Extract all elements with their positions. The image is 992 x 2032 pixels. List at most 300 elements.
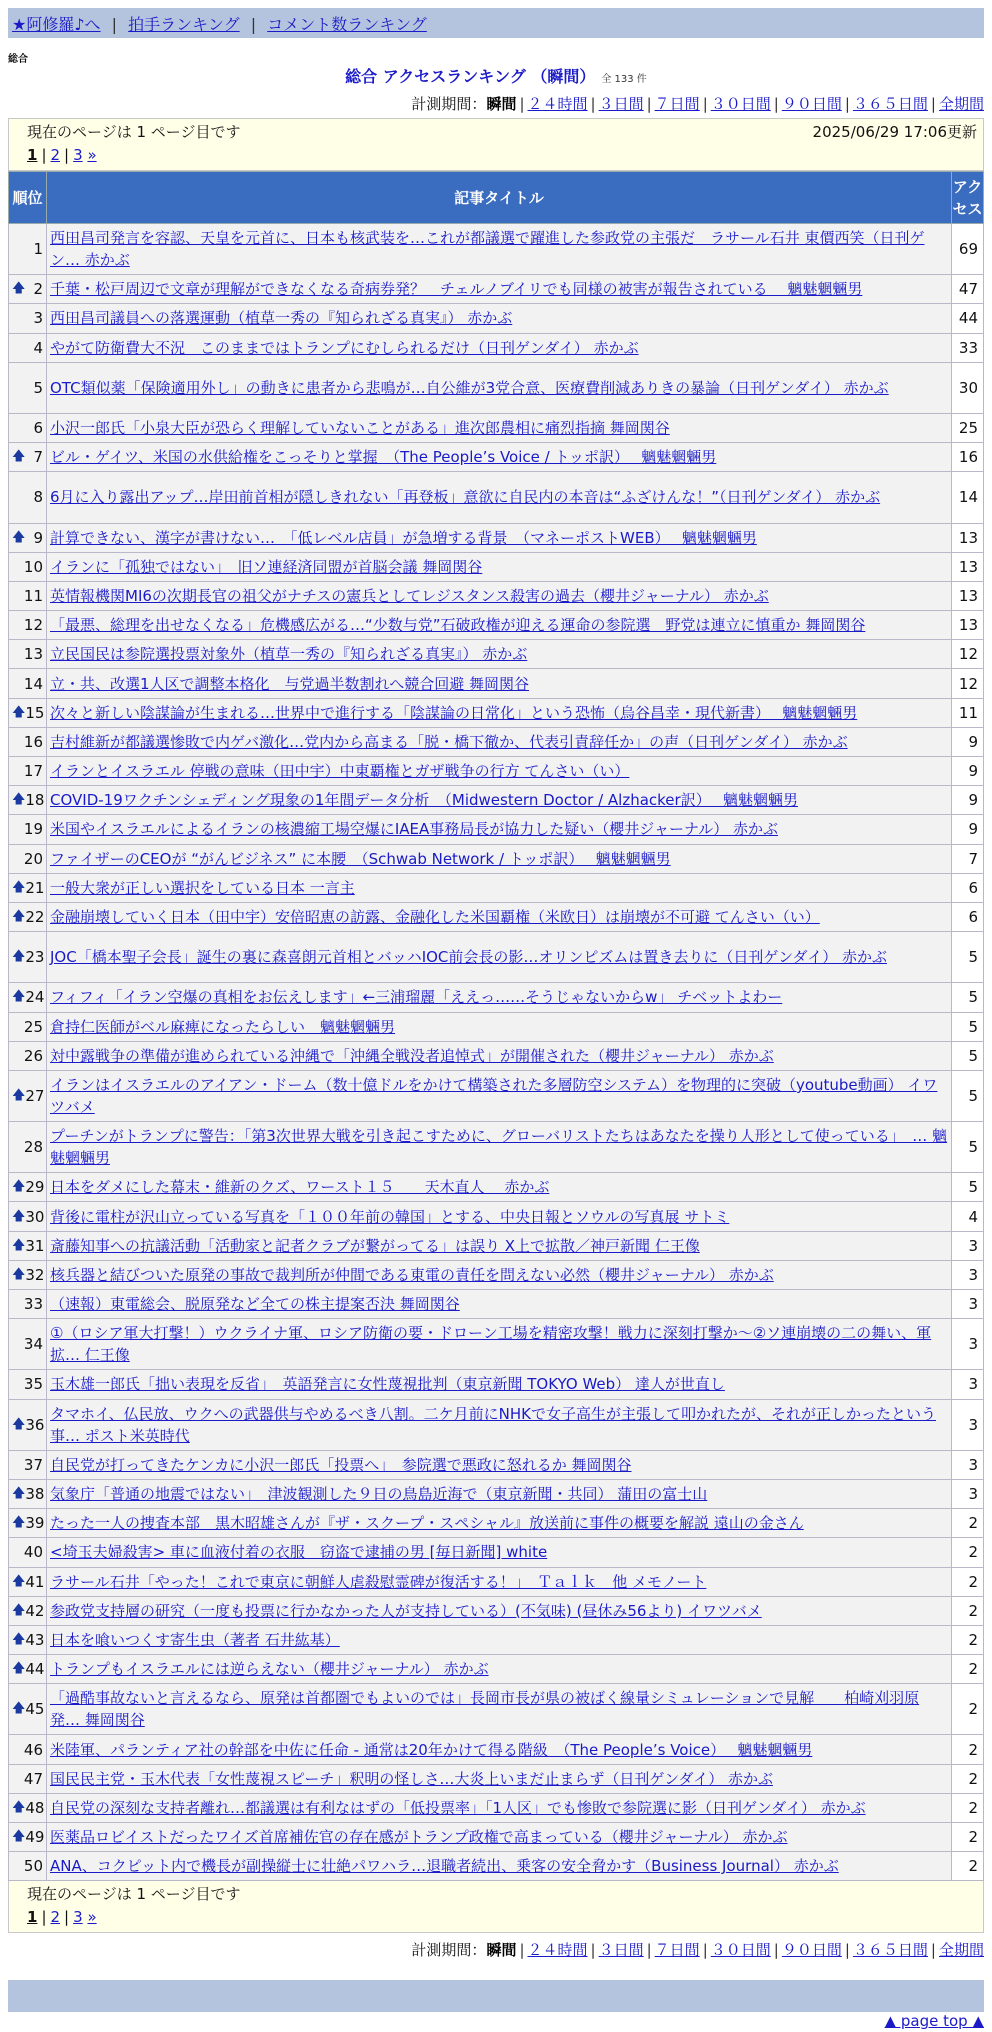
next-page-link[interactable]: » xyxy=(87,1908,97,1927)
rank-number: 4 xyxy=(33,338,43,357)
rank-up-icon: 🡅 xyxy=(12,704,26,720)
rank-cell xyxy=(9,362,47,413)
title-cell xyxy=(47,1122,952,1173)
rank-number: 42 xyxy=(25,1601,45,1620)
rank-cell xyxy=(9,1370,47,1399)
access-count: 3 xyxy=(952,1260,984,1289)
rank-number: 7 xyxy=(33,448,43,467)
table-row xyxy=(9,275,984,304)
total-count: 全 133 件 xyxy=(601,74,647,85)
rank-cell xyxy=(9,224,47,275)
rank-number: 43 xyxy=(25,1630,45,1649)
period-option-link[interactable]: ９０日間 xyxy=(781,1941,842,1960)
article-link[interactable]: 「最悪、総理を出せなくなる」危機感広がる…“少数与党”石破政権が迎える運命の参院選 野党は連立に慎重か 舞岡関谷 xyxy=(50,616,866,635)
article-link[interactable]: 日本をダメにした幕末・維新のクズ、ワースト１５ 天木直人 赤かぶ xyxy=(50,1178,550,1197)
rank-cell xyxy=(9,413,47,442)
rank-up-icon: 🡅 xyxy=(12,529,26,545)
article-link[interactable]: 玉木雄一郎氏「拙い表現を反省」 英語発言に女性蔑視批判（東京新聞 TOKYO Web） 達人が世直し xyxy=(50,1375,725,1394)
rank-number: 49 xyxy=(25,1828,45,1847)
rank-cell xyxy=(9,1793,47,1822)
col-access-header: アクセス xyxy=(952,172,984,224)
rank-cell xyxy=(9,757,47,786)
rank-number: 34 xyxy=(23,1335,43,1354)
article-link[interactable]: 「過酷事故ないと言えるなら、原発は首都圏でもよいのでは」長岡市長が県の被ばく線量シミュレーションで見解 柏崎刈羽原発… 舞岡関谷 xyxy=(50,1689,920,1730)
rank-cell xyxy=(9,1173,47,1202)
table-row xyxy=(9,1823,984,1852)
title-cell xyxy=(47,275,952,304)
article-link[interactable]: イランに「孤独ではない」 旧ソ連経済同盟が首脳会議 舞岡関谷 xyxy=(50,557,483,576)
rank-up-icon: 🡅 xyxy=(12,792,26,808)
title-cell xyxy=(47,786,952,815)
article-link[interactable]: COVID-19ワクチンシェディング現象の1年間データ分析 （Midwestern Doctor / Alzhacker訳） 魑魅魍魎男 xyxy=(50,791,798,810)
access-count: 47 xyxy=(952,275,984,304)
access-count: 69 xyxy=(952,224,984,275)
table-row xyxy=(9,1012,984,1041)
title-cell xyxy=(47,552,952,581)
rank-up-icon: 🡅 xyxy=(12,879,26,895)
period-option-link[interactable]: ３日間 xyxy=(598,1941,644,1960)
article-link[interactable]: 西田昌司発言を容認、天皇を元首に、日本も核武装を…これが都議選で躍進した参政党の主張だ ラサール石井 東價西笑（日刊ゲン… 赤かぶ xyxy=(50,229,925,270)
rank-cell xyxy=(9,786,47,815)
rank-number: 45 xyxy=(25,1700,45,1719)
title-cell xyxy=(47,1567,952,1596)
period-current: 瞬間 xyxy=(486,95,517,113)
access-count: 6 xyxy=(952,873,984,902)
title-cell xyxy=(47,1625,952,1654)
article-link[interactable]: たった一人の捜査本部 黒木昭雄さんが『ザ・スクープ・スペシャル』放送前に事件の概要を解説 遠山の金さん xyxy=(50,1514,804,1533)
article-link[interactable]: 千葉・松戸周辺で文章が理解ができなくなる奇病券発？ チェルノブイリでも同様の被害が報告されている 魑魅魍魎男 xyxy=(50,280,863,299)
table-row xyxy=(9,1735,984,1764)
access-count: 2 xyxy=(952,1735,984,1764)
access-count: 7 xyxy=(952,844,984,873)
table-row xyxy=(9,1231,984,1260)
rank-up-icon: 🡅 xyxy=(12,1701,26,1717)
ranking-body xyxy=(9,224,984,1881)
access-count: 13 xyxy=(952,611,984,640)
access-count: 33 xyxy=(952,333,984,362)
period-separator: | xyxy=(930,1941,936,1960)
rank-number: 17 xyxy=(23,762,43,781)
access-count: 2 xyxy=(952,1655,984,1684)
nav-separator: | xyxy=(111,15,118,34)
access-count: 2 xyxy=(952,1625,984,1654)
table-row xyxy=(9,1509,984,1538)
rank-number: 8 xyxy=(33,488,43,507)
table-row xyxy=(9,1684,984,1735)
col-rank-header: 順位 xyxy=(9,172,47,224)
access-count: 3 xyxy=(952,1370,984,1399)
access-count: 9 xyxy=(952,757,984,786)
access-count: 5 xyxy=(952,932,984,983)
title-cell xyxy=(47,844,952,873)
article-link[interactable]: 背後に電柱が沢山立っている写真を「１００年前の韓国」とする、中央日報とソウルの写真展 サトミ xyxy=(50,1207,730,1226)
rank-number: 6 xyxy=(33,419,43,438)
access-count: 5 xyxy=(952,1070,984,1121)
access-count: 5 xyxy=(952,1173,984,1202)
article-link[interactable]: 核兵器と結びついた原発の事故で裁判所が仲間である東電の責任を問えない必然（櫻井ジャーナル） 赤かぶ xyxy=(50,1265,774,1284)
article-link[interactable]: 参政党支持層の研究（一度も投票に行かなかった人が支持している）(不気味) (昼休み56より) イワツバメ xyxy=(50,1601,762,1620)
article-link[interactable]: ANA、コクピット内で機長が副操縦士に壮絶パワハラ…退職者続出、乗客の安全脅かす（Business Journal） 赤かぶ xyxy=(50,1857,839,1876)
rank-cell xyxy=(9,1852,47,1881)
rank-up-icon: 🡅 xyxy=(12,989,26,1005)
table-row xyxy=(9,983,984,1012)
period-separator: | xyxy=(590,1941,596,1960)
period-option-link[interactable]: ３０日間 xyxy=(710,1941,771,1960)
title-cell xyxy=(47,443,952,472)
table-row xyxy=(9,224,984,275)
rank-cell xyxy=(9,443,47,472)
home-link[interactable]: ★阿修羅♪へ xyxy=(12,15,101,34)
article-link[interactable]: 自民党の深刻な支持者離れ…都議選は有利なはずの「低投票率」「1人区」でも惨敗で参院選に影（日刊ゲンダイ） 赤かぶ xyxy=(50,1798,866,1817)
article-link[interactable]: 一般大衆が正しい選択をしている日本 一言主 xyxy=(50,878,355,897)
rank-number: 12 xyxy=(23,616,43,635)
access-count: 9 xyxy=(952,786,984,815)
access-count: 3 xyxy=(952,1399,984,1450)
access-count: 13 xyxy=(952,581,984,610)
rank-up-icon: 🡅 xyxy=(12,1799,26,1815)
title-cell xyxy=(47,1764,952,1793)
rank-number: 16 xyxy=(23,732,43,751)
rank-up-icon: 🡅 xyxy=(12,1486,26,1502)
rank-number: 2 xyxy=(33,280,43,299)
col-title-header: 記事タイトル xyxy=(47,172,952,224)
rank-number: 44 xyxy=(25,1660,45,1679)
article-link[interactable]: 斎藤知事への抗議活動「活動家と記者クラブが繋がってる」は誤り X上で拡散／神戸新聞 仁王像 xyxy=(50,1236,700,1255)
rank-cell xyxy=(9,1070,47,1121)
rank-number: 28 xyxy=(23,1138,43,1157)
period-separator: | xyxy=(844,1941,850,1960)
rank-cell xyxy=(9,640,47,669)
table-row xyxy=(9,1290,984,1319)
rank-cell xyxy=(9,727,47,756)
period-separator: | xyxy=(930,95,936,113)
rank-cell xyxy=(9,815,47,844)
article-link[interactable]: 立・共、改選1人区で調整本格化 与党過半数割れへ競合回避 舞岡関谷 xyxy=(50,674,530,693)
article-link[interactable]: フィフィ「イラン空爆の真相をお伝えします」←三浦瑠麗「ええっ……そうじゃないからw」 チベットよわー xyxy=(50,988,783,1007)
article-link[interactable]: ラサール石井「やった！これで東京に朝鮮人虐殺慰霊碑が復活する！」 Ｔａｌｋ 他 メモノート xyxy=(50,1572,707,1591)
period-separator: | xyxy=(519,1941,525,1960)
rank-number: 50 xyxy=(23,1857,43,1876)
period-option-link[interactable]: ３６５日間 xyxy=(852,95,928,113)
rank-number: 30 xyxy=(25,1207,45,1226)
page-status: 現在のページは 1 ページ目です xyxy=(27,1885,241,1904)
page-link[interactable]: 2 xyxy=(50,1908,61,1927)
period-option-link[interactable]: ２４時間 xyxy=(527,1941,588,1960)
table-row xyxy=(9,1370,984,1399)
access-count: 2 xyxy=(952,1684,984,1735)
title-cell xyxy=(47,983,952,1012)
period-separator: | xyxy=(773,95,779,113)
article-link[interactable]: やがて防衛費大不況 このままではトランプにむしられるだけ（日刊ゲンダイ） 赤かぶ xyxy=(50,338,639,357)
article-link[interactable]: イランとイスラエル 停戦の意味（田中宇）中東覇権とガザ戦争の行方 てんさい（い） xyxy=(50,762,630,781)
article-link[interactable]: 立民国民は参院選投票対象外（植草一秀の『知られざる真実』） 赤かぶ xyxy=(50,645,528,664)
rank-number: 3 xyxy=(33,309,43,328)
rank-cell xyxy=(9,873,47,902)
rank-up-icon: 🡅 xyxy=(12,1573,26,1589)
article-link[interactable]: トランプもイスラエルには逆らえない（櫻井ジャーナル） 赤かぶ xyxy=(50,1660,489,1679)
article-link[interactable]: イランはイスラエルのアイアン・ドーム（数十億ドルをかけて構築された多層防空システム）を物理的に突破（youtube動画） イワツバメ xyxy=(50,1075,938,1116)
rank-number: 36 xyxy=(25,1415,45,1434)
table-row xyxy=(9,757,984,786)
page-links xyxy=(27,1905,977,1929)
table-row xyxy=(9,581,984,610)
access-count: 2 xyxy=(952,1509,984,1538)
page-link[interactable]: 2 xyxy=(50,146,61,164)
top-nav-bar xyxy=(8,8,984,38)
article-link[interactable]: 気象庁「普通の地震ではない」 津波観測した９日の鳥島近海で（東京新聞・共同） 蒲田の富士山 xyxy=(50,1485,708,1504)
rank-up-icon: 🡅 xyxy=(12,1208,26,1224)
period-separator: | xyxy=(590,95,596,113)
applause-ranking-link[interactable]: 拍手ランキング xyxy=(128,15,240,34)
title-cell xyxy=(47,1231,952,1260)
category-label: 総合 xyxy=(8,54,28,65)
title-cell xyxy=(47,1509,952,1538)
article-link[interactable]: 6月に入り露出アップ…岸田前首相が隠しきれない「再登板」意欲に自民内の本音は“ふざけんな！”（日刊ゲンダイ） 赤かぶ xyxy=(50,488,881,507)
rank-cell xyxy=(9,523,47,552)
access-count: 13 xyxy=(952,552,984,581)
title-cell xyxy=(47,1290,952,1319)
rank-number: 21 xyxy=(25,878,45,897)
title-cell xyxy=(47,611,952,640)
article-link[interactable]: 米陸軍、パランティア社の幹部を中佐に任命 - 通常は20年かけて得る階級 （The People’s Voice） 魑魅魍魎男 xyxy=(50,1740,813,1759)
title-cell xyxy=(47,698,952,727)
article-link[interactable]: 小沢一郎氏「小泉大臣が恐らく理解していないことがある」進次郎農相に痛烈指摘 舞岡関谷 xyxy=(50,419,670,438)
period-option-link[interactable]: ７日間 xyxy=(654,95,700,113)
page-links xyxy=(27,143,977,167)
title-cell xyxy=(47,581,952,610)
access-count: 30 xyxy=(952,362,984,413)
rank-number: 10 xyxy=(23,557,43,576)
table-row xyxy=(9,873,984,902)
rank-cell xyxy=(9,552,47,581)
table-row xyxy=(9,472,984,523)
rank-up-icon: 🡅 xyxy=(12,909,26,925)
access-count: 3 xyxy=(952,1319,984,1370)
period-separator: | xyxy=(844,95,850,113)
period-option-link[interactable]: ９０日間 xyxy=(781,95,842,113)
table-row xyxy=(9,304,984,333)
table-row xyxy=(9,1070,984,1121)
rank-up-icon: 🡅 xyxy=(12,1416,26,1432)
article-link[interactable]: 吉村維新が都議選惨敗で内ゲバ激化…党内から高まる「脱・橋下徹か、代表引責辞任か」の声（日刊ゲンダイ） 赤かぶ xyxy=(50,732,848,751)
access-count: 2 xyxy=(952,1567,984,1596)
title-cell xyxy=(47,413,952,442)
rank-number: 29 xyxy=(25,1178,45,1197)
title-cell xyxy=(47,1450,952,1479)
access-count: 3 xyxy=(952,1450,984,1479)
access-count: 44 xyxy=(952,304,984,333)
table-row xyxy=(9,1479,984,1508)
period-option-link[interactable]: 全期間 xyxy=(938,95,984,113)
rank-up-icon: 🡅 xyxy=(12,449,26,465)
article-link[interactable]: （速報）東電総会、脱原発など全ての株主提案否決 舞岡関谷 xyxy=(50,1295,460,1314)
article-link[interactable]: 国民民主党・玉木代表「女性蔑視スピーチ」釈明の怪しさ…大炎上いまだ止まらず（日刊ゲンダイ） 赤かぶ xyxy=(50,1769,773,1788)
page-link[interactable]: 3 xyxy=(73,146,83,164)
title-cell xyxy=(47,304,952,333)
access-count: 11 xyxy=(952,698,984,727)
table-row xyxy=(9,640,984,669)
rank-number: 41 xyxy=(25,1572,45,1591)
period-option-link[interactable]: ７日間 xyxy=(654,1941,700,1960)
article-link[interactable]: 英情報機関MI6の次期長官の祖父がナチスの憲兵としてレジスタンス殺害の過去（櫻井ジャーナル） 赤かぶ xyxy=(50,586,769,605)
rank-number: 26 xyxy=(23,1046,43,1065)
rank-number: 27 xyxy=(25,1086,45,1105)
table-row xyxy=(9,1852,984,1881)
access-count: 12 xyxy=(952,640,984,669)
rank-number: 5 xyxy=(33,378,43,397)
article-link[interactable]: 西田昌司議員への落選運動（植草一秀の『知られざる真実』） 赤かぶ xyxy=(50,309,513,328)
article-link[interactable]: ①（ロシア軍大打撃！）ウクライナ軍、ロシア防衛の要・ドローン工場を精密攻撃！戦力に深刻打撃か～②ソ連崩壊の二の舞い、軍拡… 仁王像 xyxy=(50,1324,932,1365)
title-cell xyxy=(47,1793,952,1822)
rank-cell xyxy=(9,698,47,727)
rank-up-icon: 🡅 xyxy=(12,949,26,965)
article-link[interactable]: 日本を喰いつくす寄生虫（著者 石井紘基） xyxy=(50,1630,340,1649)
period-option-link[interactable]: ２４時間 xyxy=(527,95,588,113)
rank-number: 25 xyxy=(23,1017,43,1036)
rank-number: 9 xyxy=(33,528,43,547)
title-cell xyxy=(47,1735,952,1764)
rank-number: 31 xyxy=(25,1236,45,1255)
rank-cell xyxy=(9,1319,47,1370)
title-cell xyxy=(47,1260,952,1289)
article-link[interactable]: 次々と新しい陰謀論が生まれる…世界中で進行する「陰謀論の日常化」という恐怖（烏谷昌幸・現代新書） 魑魅魍魎男 xyxy=(50,703,858,722)
access-count: 9 xyxy=(952,815,984,844)
title-cell xyxy=(47,757,952,786)
access-count: 3 xyxy=(952,1479,984,1508)
page-separator: | xyxy=(41,1908,47,1927)
rank-number: 46 xyxy=(23,1740,43,1759)
rank-cell xyxy=(9,472,47,523)
rank-up-icon: 🡅 xyxy=(12,1266,26,1282)
current-page: 1 xyxy=(27,1908,38,1927)
rank-up-icon: 🡅 xyxy=(12,1602,26,1618)
access-count: 9 xyxy=(952,727,984,756)
page-link[interactable]: 3 xyxy=(73,1908,83,1927)
rank-cell xyxy=(9,1260,47,1289)
article-link[interactable]: <埼玉夫婦殺害> 車に血液付着の衣服 窃盗で逮捕の男 [毎日新聞] white xyxy=(50,1543,548,1562)
rank-number: 19 xyxy=(23,820,43,839)
article-link[interactable]: 自民党が打ってきたケンカに小沢一郎氏「投票へ」 参院選で悪政に怒れるか 舞岡関谷 xyxy=(50,1455,632,1474)
table-row xyxy=(9,1655,984,1684)
article-link[interactable]: ビル・ゲイツ、米国の水供給権をこっそりと掌握 （The People’s Voice / トッポ訳） 魑魅魍魎男 xyxy=(50,448,717,467)
rank-cell xyxy=(9,1596,47,1625)
rank-number: 33 xyxy=(23,1295,43,1314)
rank-number: 38 xyxy=(25,1485,45,1504)
rank-up-icon: 🡅 xyxy=(12,1087,26,1103)
title-cell xyxy=(47,727,952,756)
period-separator: | xyxy=(773,1941,779,1960)
access-count: 5 xyxy=(952,1012,984,1041)
title-cell xyxy=(47,224,952,275)
article-link[interactable]: ファイザーのCEOが “がんビジネス” に本腰 （Schwab Network / トッポ訳） 魑魅魍魎男 xyxy=(50,849,671,868)
article-link[interactable]: 対中露戦争の準備が進められている沖縄で「沖縄全戦没者追悼式」が開催された（櫻井ジャーナル） 赤かぶ xyxy=(50,1046,774,1065)
period-label: 計測期間： xyxy=(411,1941,487,1960)
comment-ranking-link[interactable]: コメント数ランキング xyxy=(267,15,427,34)
rank-cell xyxy=(9,1538,47,1567)
access-count: 3 xyxy=(952,1290,984,1319)
title-cell xyxy=(47,1596,952,1625)
table-row xyxy=(9,413,984,442)
period-separator: | xyxy=(702,95,708,113)
rank-number: 40 xyxy=(23,1543,43,1562)
table-header-row xyxy=(9,172,984,224)
access-count: 2 xyxy=(952,1596,984,1625)
rank-cell xyxy=(9,611,47,640)
rank-up-icon: 🡅 xyxy=(12,1829,26,1845)
pager-bottom xyxy=(8,1881,984,1933)
period-label: 計測期間： xyxy=(411,95,487,113)
rank-cell xyxy=(9,1735,47,1764)
article-link[interactable]: JOC「橋本聖子会長」誕生の裏に森喜朗元首相とバッハIOC前会長の影…オリンピズムは置き去りに（日刊ゲンダイ） 赤かぶ xyxy=(50,948,887,967)
period-selector xyxy=(8,93,984,114)
article-link[interactable]: タマホイ、仏民放、ウクへの武器供与やめるべき八割。二ケ月前にNHKで女子高生が主張して叩かれたが、それが正しかったという事… ポスト米英時代 xyxy=(50,1404,936,1445)
page-top-link[interactable]: ▲ page top ▲ xyxy=(884,2012,984,2031)
article-link[interactable]: OTC類似薬「保険適用外し」の動きに患者から悲鳴が…自公維が3党合意、医療費削減ありきの暴論（日刊ゲンダイ） 赤かぶ xyxy=(50,378,889,397)
period-option-link[interactable]: ３日間 xyxy=(598,95,644,113)
title-cell xyxy=(47,640,952,669)
rank-up-icon: 🡅 xyxy=(12,1631,26,1647)
page-title xyxy=(8,64,984,87)
article-link[interactable]: プーチンがトランプに警告：「第3次世界大戦を引き起こすために、グローバリストたちはあなたを操り人形として使っている」 … 魑魅魍魎男 xyxy=(50,1127,948,1168)
rank-number: 18 xyxy=(25,791,45,810)
rank-cell xyxy=(9,902,47,931)
period-current: 瞬間 xyxy=(486,1941,517,1960)
period-option-link[interactable]: ３６５日間 xyxy=(852,1941,928,1960)
rank-number: 15 xyxy=(25,703,45,722)
title-cell xyxy=(47,1202,952,1231)
rank-number: 14 xyxy=(23,674,43,693)
table-row xyxy=(9,844,984,873)
rank-number: 37 xyxy=(23,1455,43,1474)
article-link[interactable]: 医薬品ロビイストだったワイズ首席補佐官の存在感がトランプ政権で高まっている（櫻井ジャーナル） 赤かぶ xyxy=(50,1828,788,1847)
bottom-bar xyxy=(8,1980,984,2031)
table-row xyxy=(9,611,984,640)
article-link[interactable]: 計算できない、漢字が書けない… 「低レベル店員」が急増する背景 （マネーポストWEB） 魑魅魍魎男 xyxy=(50,528,757,547)
access-count: 12 xyxy=(952,669,984,698)
rank-cell xyxy=(9,1823,47,1852)
article-link[interactable]: 米国やイスラエルによるイランの核濃縮工場空爆にIAEA事務局長が協力した疑い（櫻井ジャーナル） 赤かぶ xyxy=(50,820,778,839)
table-row xyxy=(9,1399,984,1450)
article-link[interactable]: 倉持仁医師がベル麻痺になったらしい 魑魅魍魎男 xyxy=(50,1017,396,1036)
rank-cell xyxy=(9,1684,47,1735)
rank-cell xyxy=(9,1764,47,1793)
title-cell xyxy=(47,1852,952,1881)
access-count: 2 xyxy=(952,1852,984,1881)
title-cell xyxy=(47,523,952,552)
access-count: 6 xyxy=(952,902,984,931)
access-count: 5 xyxy=(952,983,984,1012)
table-row xyxy=(9,333,984,362)
rank-number: 48 xyxy=(25,1798,45,1817)
table-row xyxy=(9,1202,984,1231)
period-option-link[interactable]: ３０日間 xyxy=(710,95,771,113)
access-count: 2 xyxy=(952,1793,984,1822)
period-option-link[interactable]: 全期間 xyxy=(938,1941,984,1960)
table-row xyxy=(9,902,984,931)
title-cell xyxy=(47,1012,952,1041)
period-separator: | xyxy=(519,95,525,113)
article-link[interactable]: 金融崩壊していく日本（田中宇）安倍昭恵の訪露、金融化した米国覇権（米欧日）は崩壊が不可避 てんさい（い） xyxy=(50,908,820,927)
rank-up-icon: 🡅 xyxy=(12,281,26,297)
next-page-link[interactable]: » xyxy=(87,146,97,164)
rank-up-icon: 🡅 xyxy=(12,1661,26,1677)
access-count: 3 xyxy=(952,1231,984,1260)
table-row xyxy=(9,1625,984,1654)
table-row xyxy=(9,1538,984,1567)
pager-top xyxy=(8,118,984,171)
table-row xyxy=(9,523,984,552)
current-page: 1 xyxy=(27,146,38,164)
